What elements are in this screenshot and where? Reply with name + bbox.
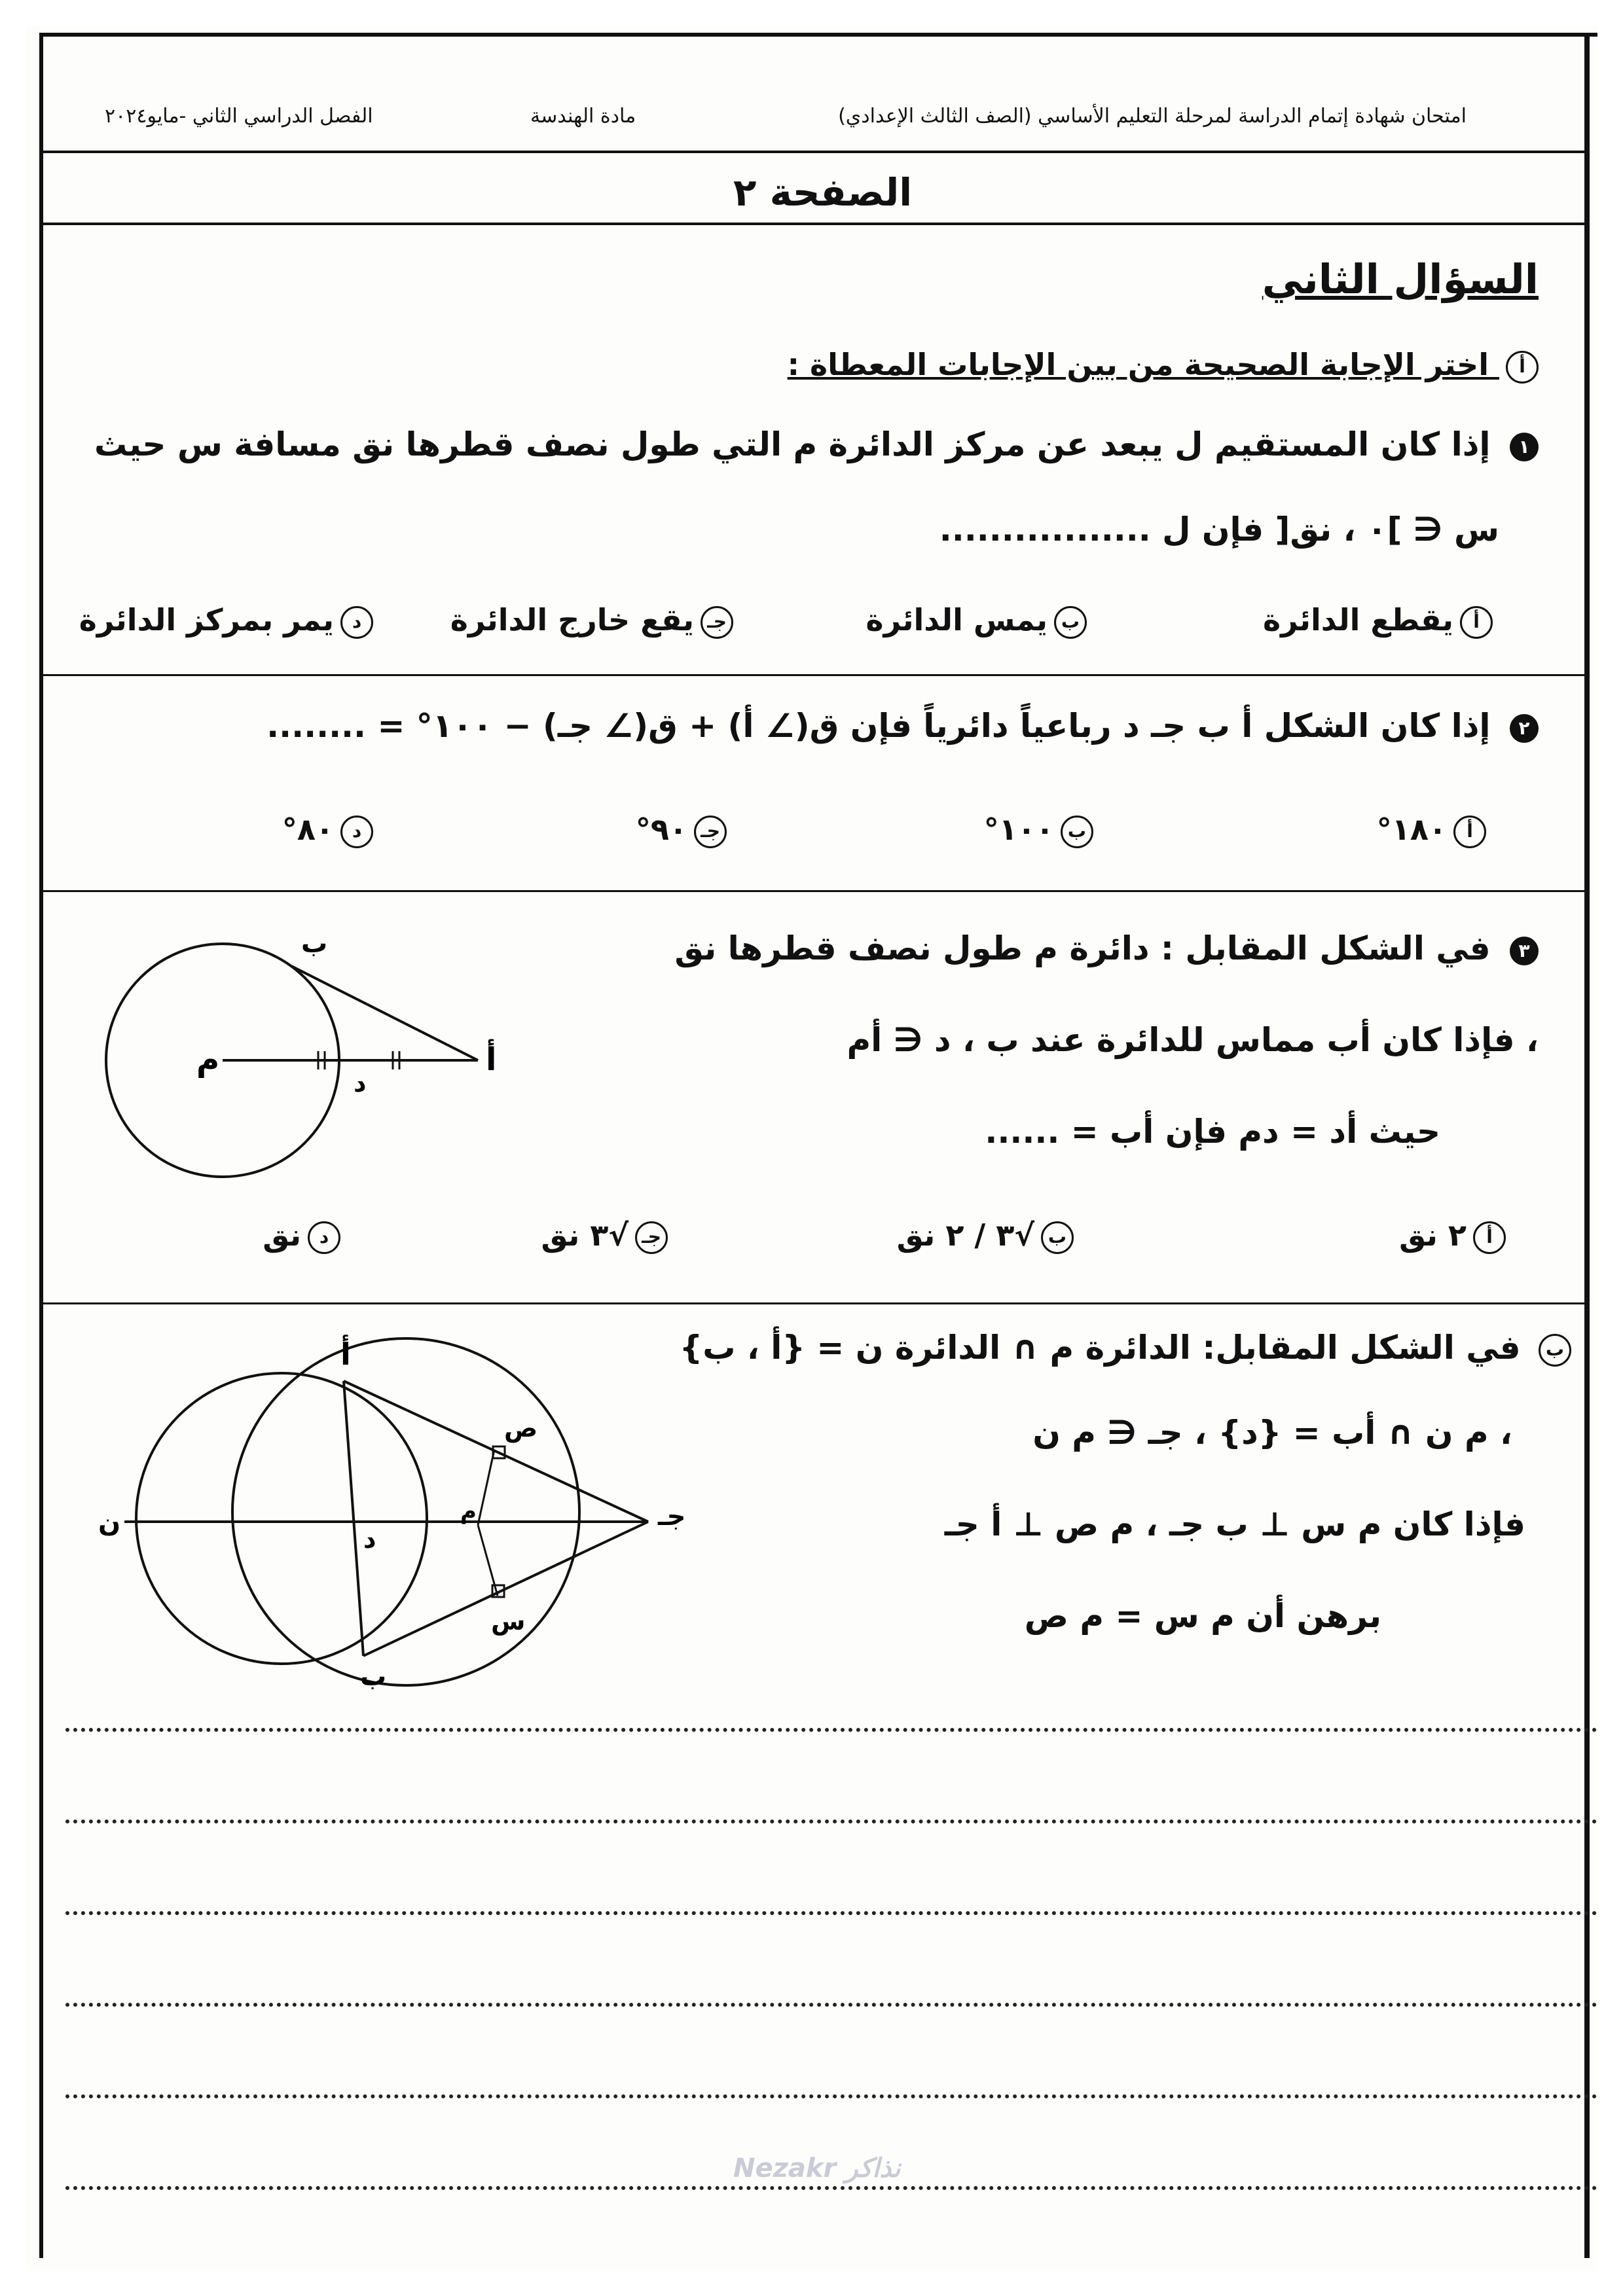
answer-line-2[interactable]	[65, 1820, 1597, 1823]
q3-divider	[39, 1302, 1584, 1304]
q3-option-d[interactable]	[263, 1217, 340, 1254]
q2-option-d[interactable]	[282, 812, 373, 848]
frame-left-border	[39, 33, 43, 2258]
frame-right-border	[1584, 33, 1590, 2258]
q3-label-a: أ	[486, 1041, 497, 1078]
header-divider	[39, 151, 1584, 153]
answer-line-4[interactable]	[65, 2003, 1597, 2007]
part-b-badge: ب	[1539, 1334, 1571, 1367]
q3-option-b[interactable]	[897, 1217, 1074, 1254]
q3-option-a[interactable]	[1399, 1217, 1506, 1254]
part-b-diagram	[65, 1329, 727, 1695]
q1-option-d-badge: د	[340, 606, 373, 639]
part-a-badge: أ	[1506, 351, 1539, 384]
q2-option-b-text: ١٠٠°	[983, 812, 1054, 847]
part-b-label-s: س	[491, 1607, 526, 1636]
part-b-label-b: ب	[360, 1662, 387, 1692]
q2-text: إذا كان الشكل أ ب جـ د رباعياً دائرياً فإن ق(∠ أ) + ق(∠ جـ) − ١٠٠° = ........	[266, 707, 1491, 745]
q3-text: في الشكل المقابل : دائرة م طول نصف قطرها نق	[674, 929, 1491, 967]
answer-line-5[interactable]	[65, 2094, 1597, 2098]
page-number: الصفحة ٢	[733, 170, 913, 215]
q1-text: إذا كان المستقيم ل يبعد عن مركز الدائرة م التي طول نصف قطرها نق مسافة س حيث	[94, 425, 1491, 463]
q1-option-d-text: يمر بمركز الدائرة	[79, 602, 334, 637]
exam-title: امتحان شهادة إتمام الدراسة لمرحلة التعليم الأساسي (الصف الثالث الإعدادي)	[838, 105, 1467, 128]
q3-option-b-text: √٣ / ٢ نق	[896, 1217, 1034, 1253]
part-b-line3: فإذا كان م س ⊥ ب جـ ، م ص ⊥ أ جـ	[944, 1505, 1525, 1543]
page-divider	[39, 223, 1584, 225]
part-b-line2: ، م ن ∩ أب = {د} ، جـ ∈ م ن	[1032, 1414, 1512, 1452]
q1-option-b-text: يمس الدائرة	[866, 602, 1048, 637]
q2-option-b[interactable]	[984, 812, 1093, 848]
q3-option-c-text: √٣ نق	[541, 1217, 629, 1253]
part-b-label-n: ن	[98, 1508, 121, 1538]
q1-line2: س ∈ ]٠ ، نق[ فإن ل .................	[939, 511, 1499, 548]
part-b-line-aj	[344, 1381, 648, 1522]
part-b-line-bj	[363, 1522, 648, 1656]
q3-number: ٣	[1510, 937, 1539, 965]
q1-divider	[39, 674, 1584, 676]
frame-top-border	[39, 33, 1597, 37]
q3-line3: حيث أد = دم فإن أب = ......	[985, 1113, 1440, 1151]
q2-option-a[interactable]	[1377, 812, 1486, 848]
part-b-line1	[680, 1329, 1571, 1367]
q1-option-d[interactable]	[79, 602, 373, 639]
q2-option-c-badge: جـ	[694, 816, 727, 848]
q3-option-c-badge: جـ	[635, 1221, 668, 1254]
q1-option-b-badge: ب	[1054, 606, 1087, 639]
part-b-chord-ab	[344, 1381, 363, 1656]
q3-option-a-badge: أ	[1473, 1221, 1506, 1254]
q3-tangent-ab	[291, 966, 478, 1060]
q1-line1	[94, 425, 1539, 463]
q3-label-b: ب	[301, 929, 328, 959]
answer-line-1[interactable]	[65, 1728, 1597, 1732]
q3-line1	[674, 929, 1539, 967]
q2-divider	[39, 890, 1584, 892]
part-b-text1: في الشكل المقابل: الدائرة م ∩ الدائرة ن = {أ ، ب}	[679, 1329, 1521, 1367]
q2-line1	[266, 707, 1539, 745]
part-b-label-m: م	[460, 1498, 477, 1524]
q1-option-c[interactable]	[450, 602, 733, 639]
subject-label: مادة الهندسة	[530, 105, 636, 128]
part-a-heading	[788, 347, 1539, 384]
watermark-logo: Nezakr نذاكر	[733, 2153, 901, 2183]
part-b-label-s2: ص	[504, 1414, 538, 1443]
q3-line2: ، فإذا كان أب مماس للدائرة عند ب ، د ∈ أم	[847, 1021, 1539, 1059]
q2-option-c-text: ٩٠°	[635, 812, 687, 847]
q2-option-d-text: ٨٠°	[282, 812, 334, 847]
part-b-label-j: جـ	[658, 1501, 686, 1532]
part-a-text: اختر الإجابة الصحيحة من بين الإجابات المعطاة :	[787, 347, 1489, 382]
q1-option-c-text: يقع خارج الدائرة	[450, 602, 694, 637]
q2-option-a-badge: أ	[1453, 816, 1486, 848]
q2-number: ٢	[1510, 714, 1539, 743]
part-b-circle-m	[232, 1338, 579, 1685]
q3-label-d: د	[354, 1069, 367, 1098]
part-b-line4: برهن أن م س = م ص	[1024, 1597, 1381, 1635]
answer-line-6[interactable]	[65, 2186, 1597, 2190]
part-b-label-d: د	[363, 1525, 376, 1554]
q1-option-a-badge: أ	[1460, 606, 1493, 639]
q3-label-m: م	[196, 1041, 220, 1078]
term-label: الفصل الدراسي الثاني -مايو٢٠٢٤	[105, 105, 373, 128]
q1-option-c-badge: جـ	[701, 606, 733, 639]
q2-option-a-text: ١٨٠°	[1376, 812, 1447, 847]
q1-option-a-text: يقطع الدائرة	[1262, 602, 1453, 637]
part-b-perp-ms	[478, 1450, 494, 1525]
q2-option-c[interactable]	[636, 812, 727, 848]
q2-option-b-badge: ب	[1061, 816, 1093, 848]
q3-option-d-badge: د	[308, 1221, 340, 1254]
question-title: السؤال الثاني	[1262, 255, 1539, 303]
exam-page	[26, 26, 1597, 2271]
q2-option-d-badge: د	[340, 816, 373, 848]
q3-option-a-text: ٢ نق	[1399, 1217, 1467, 1253]
part-b-circle-n	[136, 1373, 427, 1664]
part-b-label-a: أ	[340, 1336, 351, 1372]
q3-tangent-diagram	[105, 923, 524, 1204]
q1-option-a[interactable]	[1263, 602, 1493, 639]
q3-option-c[interactable]	[541, 1217, 668, 1254]
q3-option-d-text: نق	[263, 1217, 301, 1253]
q3-option-b-badge: ب	[1041, 1221, 1074, 1254]
answer-line-3[interactable]	[65, 1911, 1597, 1915]
q1-option-b[interactable]	[866, 602, 1087, 639]
q1-number: ١	[1510, 433, 1539, 461]
